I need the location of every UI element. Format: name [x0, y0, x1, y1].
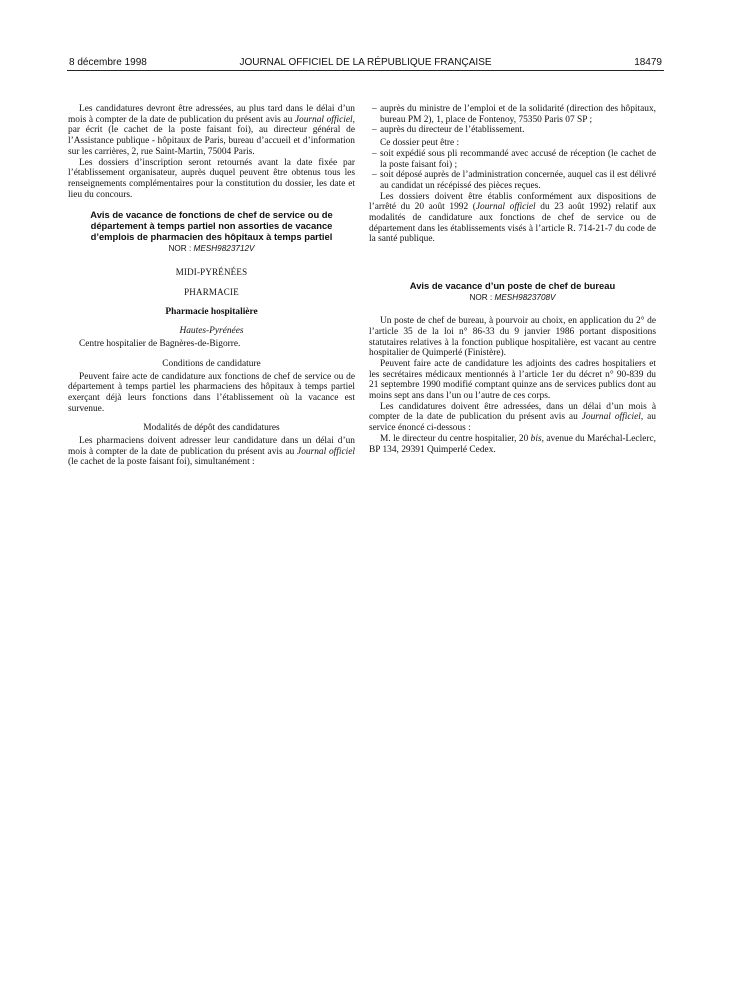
- paragraph-dossiers-conformes: Les dossiers doivent être établis conformément aux dispositions de l’arrêté du 20 août 1992 (Journal officiel du 23 août 1992) relatif aux modalités de candidature aux fonctions de chef de service ou de département dans les établissements visés à l’article R. 714-21-7 du code de la santé publique.: [369, 191, 656, 245]
- journal-officiel-ref: Journal officiel: [475, 202, 536, 213]
- notice-title-chef-service: Avis de vacance de fonctions de chef de service ou de département à temps partiel non assorties de vacance d’emplois de pharmacien des hôpitaux à temps partiel: [90, 209, 333, 243]
- list-item-ministre: – auprès du ministre de l’emploi et de la solidarité (direction des hôpitaux, bureau PM 2), 1, place de Fontenoy, 75350 Paris 07 SP ;: [372, 104, 656, 125]
- conditions-heading: Conditions de candidature: [162, 358, 261, 369]
- list-item-directeur: – auprès du directeur de l’établissement.: [372, 125, 525, 136]
- paragraph-peuvent: Peuvent faire acte de candidature les adjoints des cadres hospitaliers et les secrétaires médicaux mentionnés à l’article 1er du décret n° 90-839 du 21 septembre 1990 modifié comptant quinze ans de services publics dont au moins sept ans dans l’un ou l’autre de ces corps.: [369, 358, 656, 402]
- paragraph-address: M. le directeur du centre hospitalier, 20 bis, avenue du Maréchal-Leclerc, BP 134, 29391 Quimperlé Cedex.: [369, 433, 656, 455]
- discipline-heading: PHARMACIE: [184, 287, 239, 298]
- department-heading: Hautes-Pyrénées: [179, 326, 244, 337]
- dossier-intro: Ce dossier peut être :: [380, 138, 460, 149]
- nor-reference: NOR : MESH9823708V: [469, 293, 556, 303]
- list-item-expedie: – soit expédié sous pli recommandé avec accusé de réception (le cachet de la poste faisant foi) ;: [372, 148, 656, 170]
- header-date: 8 décembre 1998: [69, 57, 147, 68]
- paragraph-poste: Un poste de chef de bureau, à pourvoir au choix, en application du 2° de l’article 35 de la loi n° 86-33 du 9 janvier 1986 portant dispositions statutaires relatives à la fonction publique hospitalière, est vacant au centre hospitalier de Quimperlé (Finistère).: [369, 316, 656, 359]
- journal-officiel-ref: Journal officiel: [297, 446, 356, 457]
- header-page-number: 18479: [634, 57, 662, 68]
- specialty-heading: Pharmacie hospitalière: [165, 306, 258, 317]
- conditions-text: Peuvent faire acte de candidature aux fonctions de chef de service ou de département à temps partiel les pharmaciens des hôpitaux à temps partiel exerçant déjà leurs fonctions dans l’établissement où la vacance est survenue.: [68, 371, 355, 414]
- hospital-name: Centre hospitalier de Bagnères-de-Bigorre.: [79, 339, 241, 350]
- journal-officiel-ref: Journal officiel: [294, 114, 353, 125]
- left-column: [68, 104, 355, 468]
- list-item-depose: – soit déposé auprès de l’administration concernée, auquel cas il est délivré au candidat un récépissé des pièces reçues.: [372, 170, 656, 191]
- notice-title-chef-bureau: Avis de vacance d’un poste de chef de bureau: [409, 280, 616, 292]
- right-column: [369, 104, 656, 455]
- header-rule: [67, 70, 664, 71]
- header-journal-title: JOURNAL OFFICIEL DE LA RÉPUBLIQUE FRANÇAISE: [239, 57, 492, 68]
- paragraph-candidatures-deadline: Les candidatures devront être adressées, au plus tard dans le délai d’un mois à compter de la date de publication du présent avis au Journal officiel, par écrit (le cachet de la poste faisant foi), au directeur général de l’Assistance publique - hôpitaux de Paris, bureau d’accueil et d’information sur les carrières, 2, rue Saint-Martin, 75004 Paris.: [68, 104, 355, 157]
- depot-text: Les pharmaciens doivent adresser leur candidature dans un délai d’un mois à compter de la date de publication du présent avis au Journal officiel (le cachet de la poste faisant foi), simultanément :: [68, 436, 356, 468]
- nor-reference: NOR : MESH9823712V: [168, 244, 255, 254]
- depot-heading: Modalités de dépôt des candidatures: [143, 423, 280, 434]
- paragraph-candidatures: Les candidatures doivent être adressées, dans un délai d’un mois à compter de la date de publication du présent avis au Journal officiel, au service énoncé ci-dessous :: [369, 401, 656, 434]
- journal-officiel-ref: Journal officiel: [581, 412, 641, 423]
- region-heading: MIDI-PYRÉNÉES: [175, 267, 248, 278]
- paragraph-dossiers-inscription: Les dossiers d’inscription seront retournés avant la date fixée par l’établissement organisateur, auprès duquel peuvent être obtenus tous les renseignements complémentaires pour la constitution du dossier, les date et lieu du concours.: [68, 157, 355, 200]
